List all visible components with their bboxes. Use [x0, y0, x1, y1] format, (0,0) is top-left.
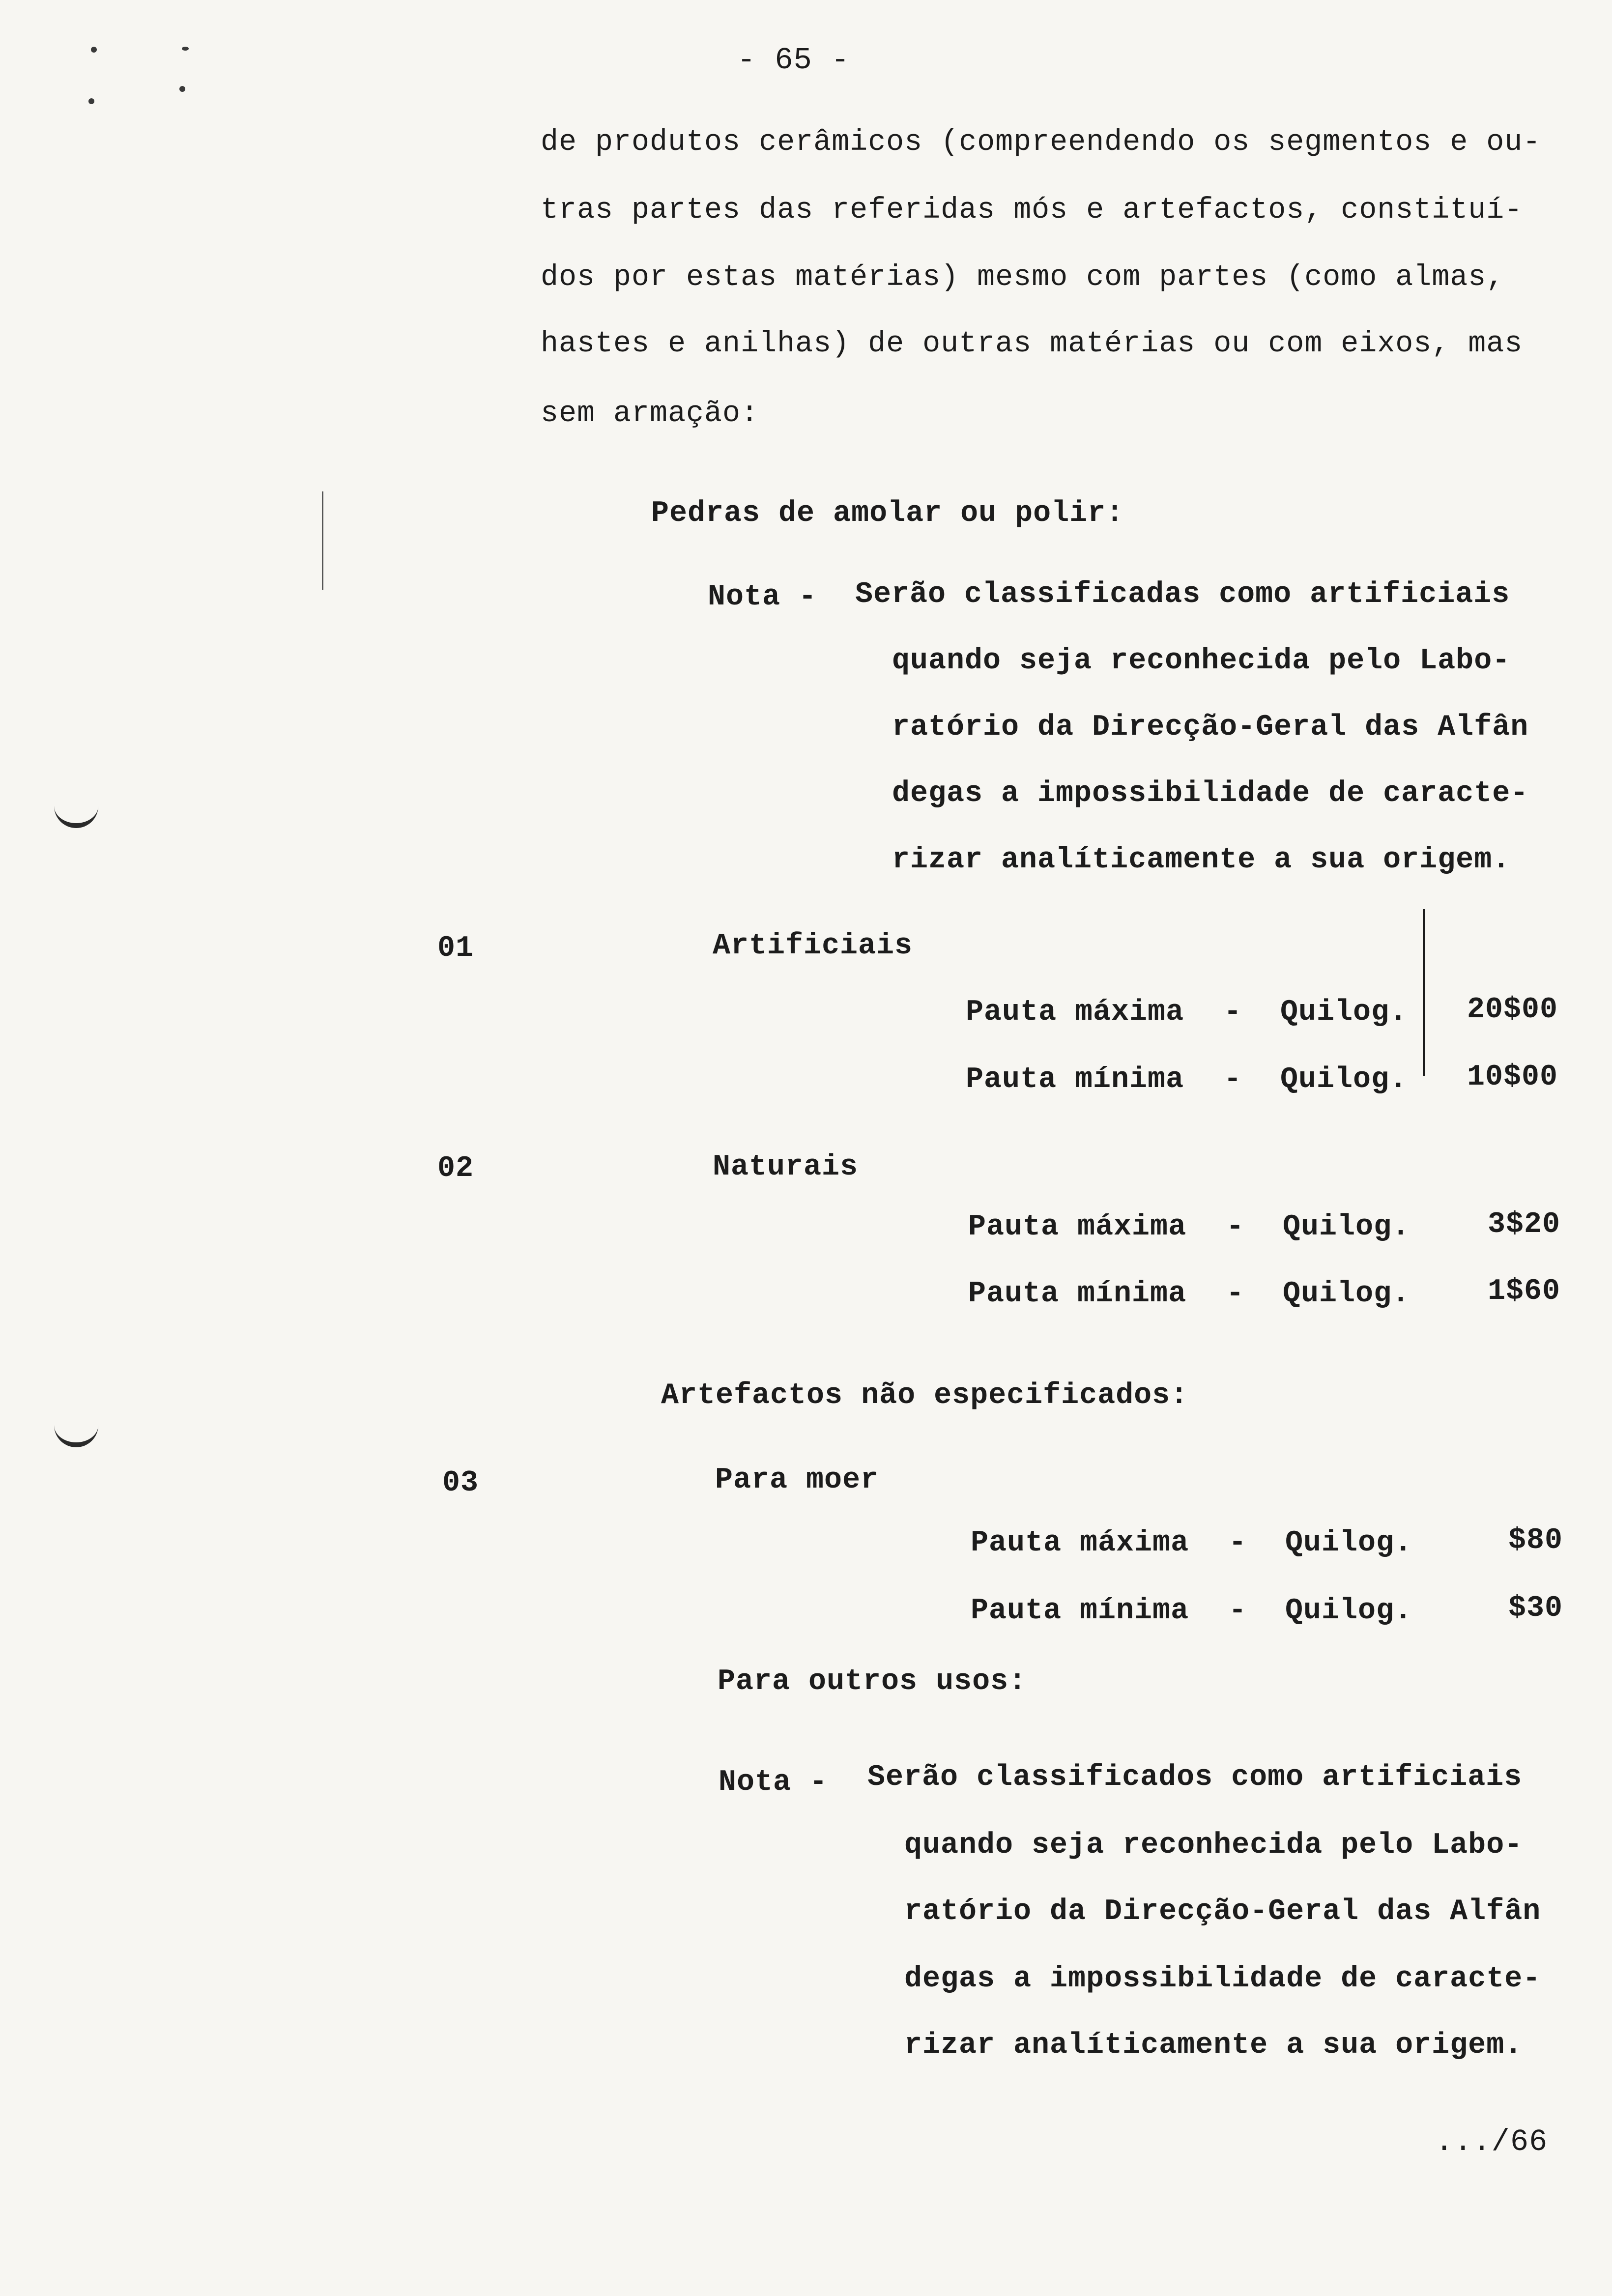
note-line-1: Serão classificadas como artificiais [855, 578, 1510, 611]
sub-heading: Para outros usos: [718, 1665, 1027, 1698]
speck [88, 98, 94, 104]
tariff-dash: - [1226, 1277, 1245, 1311]
tariff-unit: Quilog. [1283, 1210, 1410, 1244]
speck [91, 47, 97, 53]
speck [179, 86, 185, 92]
tariff-value: $30 [1508, 1592, 1563, 1625]
page-number: - 65 - [737, 43, 850, 78]
note-line-3: ratório da Direcção-Geral das Alfân [892, 711, 1529, 744]
note-line-5: rizar analíticamente a sua origem. [892, 843, 1511, 877]
tariff-value: 1$60 [1487, 1275, 1560, 1308]
item-label: Para moer [715, 1464, 879, 1497]
note-label: Nota - [719, 1766, 828, 1799]
note-line-4: degas a impossibilidade de caracte- [892, 777, 1529, 810]
tariff-unit: Quilog. [1283, 1277, 1410, 1311]
intro-line-2: tras partes das referidas mós e artefactos, constituí- [541, 194, 1523, 227]
section-heading: Artefactos não especificados: [661, 1379, 1189, 1412]
note-line-4: degas a impossibilidade de caracte- [904, 1962, 1541, 1996]
tariff-unit: Quilog. [1285, 1526, 1413, 1560]
item-label: Artificiais [713, 929, 913, 963]
intro-line-1: de produtos cerâmicos (compreendendo os segmentos e ou- [541, 126, 1541, 159]
tariff-dash: - [1224, 996, 1242, 1029]
tariff-unit: Quilog. [1280, 1063, 1408, 1096]
item-label: Naturais [713, 1150, 859, 1184]
tariff-desc: Pauta mínima [971, 1594, 1189, 1628]
intro-line-3: dos por estas matérias) mesmo com partes (como almas, [541, 261, 1505, 294]
tariff-desc: Pauta máxima [971, 1526, 1189, 1560]
note-line-1: Serão classificados como artificiais [867, 1761, 1523, 1794]
note-line-3: ratório da Direcção-Geral das Alfân [904, 1895, 1541, 1928]
tariff-dash: - [1224, 1063, 1242, 1096]
note-line-5: rizar analíticamente a sua origem. [904, 2029, 1523, 2062]
margin-mark [322, 491, 323, 590]
speck [182, 47, 189, 51]
intro-line-5: sem armação: [541, 397, 759, 430]
tariff-unit: Quilog. [1280, 996, 1408, 1029]
punch-hole-icon [54, 1420, 98, 1447]
tariff-value: $80 [1508, 1524, 1563, 1557]
section-heading: Pedras de amolar ou polir: [651, 497, 1124, 530]
note-line-2: quando seja reconhecida pelo Labo- [904, 1829, 1523, 1862]
tariff-desc: Pauta mínima [968, 1277, 1187, 1311]
continuation-marker: .../66 [1435, 2124, 1548, 2159]
tariff-value: 20$00 [1467, 993, 1558, 1027]
punch-hole-icon [54, 801, 98, 828]
note-line-2: quando seja reconhecida pelo Labo- [892, 644, 1511, 678]
tariff-unit: Quilog. [1285, 1594, 1413, 1628]
tariff-desc: Pauta máxima [966, 996, 1184, 1029]
tariff-value: 3$20 [1487, 1208, 1560, 1241]
tariff-dash: - [1226, 1210, 1245, 1244]
intro-line-4: hastes e anilhas) de outras matérias ou com eixos, mas [541, 327, 1523, 361]
tariff-desc: Pauta máxima [968, 1210, 1187, 1244]
item-code: 02 [437, 1152, 474, 1185]
tariff-desc: Pauta mínima [966, 1063, 1184, 1096]
tariff-dash: - [1229, 1526, 1247, 1560]
tariff-dash: - [1229, 1594, 1247, 1628]
tariff-value: 10$00 [1467, 1061, 1558, 1094]
bracket-line [1423, 909, 1425, 1076]
item-code: 01 [437, 932, 474, 965]
note-label: Nota - [708, 580, 817, 614]
item-code: 03 [442, 1466, 479, 1500]
